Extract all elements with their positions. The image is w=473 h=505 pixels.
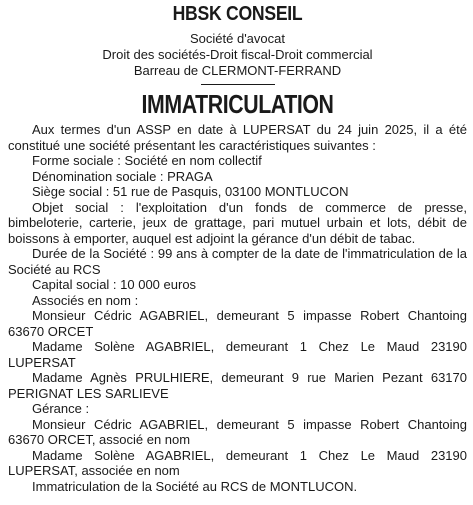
notice-paragraph: Madame Solène AGABRIEL, demeurant 1 Chez Le Maud 23190 LUPERSAT xyxy=(8,339,467,370)
header-divider xyxy=(201,84,275,85)
notice-paragraph: Associés en nom : xyxy=(32,292,139,308)
notice-paragraph: Capital social : 10 000 euros xyxy=(32,277,197,292)
notice-title: IMMATRICULATION xyxy=(141,89,334,119)
notice-paragraph: Durée de la Société : 99 ans à compter de la date de l'immatriculation de la Société au RCS xyxy=(8,246,467,277)
notice-paragraph: Immatriculation de la Société au RCS de MONTLUCON. xyxy=(32,478,358,494)
notice-paragraph: Aux termes d'un ASSP en date à LUPERSAT du 24 juin 2025, il a été constitué une société présentant les caractéristiques suivantes : xyxy=(8,122,467,153)
notice-paragraph: Madame Agnès PRULHIERE, demeurant 9 rue Marien Pezant 63170 PERIGNAT LES SARLIEVE xyxy=(8,370,467,401)
notice-paragraph: Monsieur Cédric AGABRIEL, demeurant 5 impasse Robert Chantoing 63670 ORCET, associé en nom xyxy=(8,416,467,447)
notice-paragraph: Siège social : 51 rue de Pasquis, 03100 MONTLUCON xyxy=(32,184,349,199)
firm-type: Société d'avocat xyxy=(190,31,285,46)
notice-paragraph: Monsieur Cédric AGABRIEL, demeurant 5 impasse Robert Chantoing 63670 ORCET xyxy=(8,308,467,339)
notice-paragraph: Gérance : xyxy=(32,401,90,416)
notice-paragraph: Forme sociale : Société en nom collectif xyxy=(32,153,262,168)
firm-name: HBSK CONSEIL xyxy=(172,3,303,25)
legal-notice-page xyxy=(0,3,473,505)
firm-bar: Barreau de CLERMONT-FERRAND xyxy=(133,63,342,78)
notice-paragraph: Dénomination sociale : PRAGA xyxy=(32,168,213,184)
notice-paragraph: Madame Solène AGABRIEL, demeurant 1 Chez Le Maud 23190 LUPERSAT, associée en nom xyxy=(8,447,467,478)
firm-specialties: Droit des sociétés-Droit fiscal-Droit commercial xyxy=(102,47,373,62)
notice-paragraph: Objet social : l'exploitation d'un fonds de commerce de presse, bimbeloterie, carterie, jeux de grattage, pari mutuel urbain et lots, débit de boissons à emporter, auquel est adjoint la gérance d'un débit de tabac. xyxy=(8,199,467,246)
notice-body xyxy=(8,122,467,494)
